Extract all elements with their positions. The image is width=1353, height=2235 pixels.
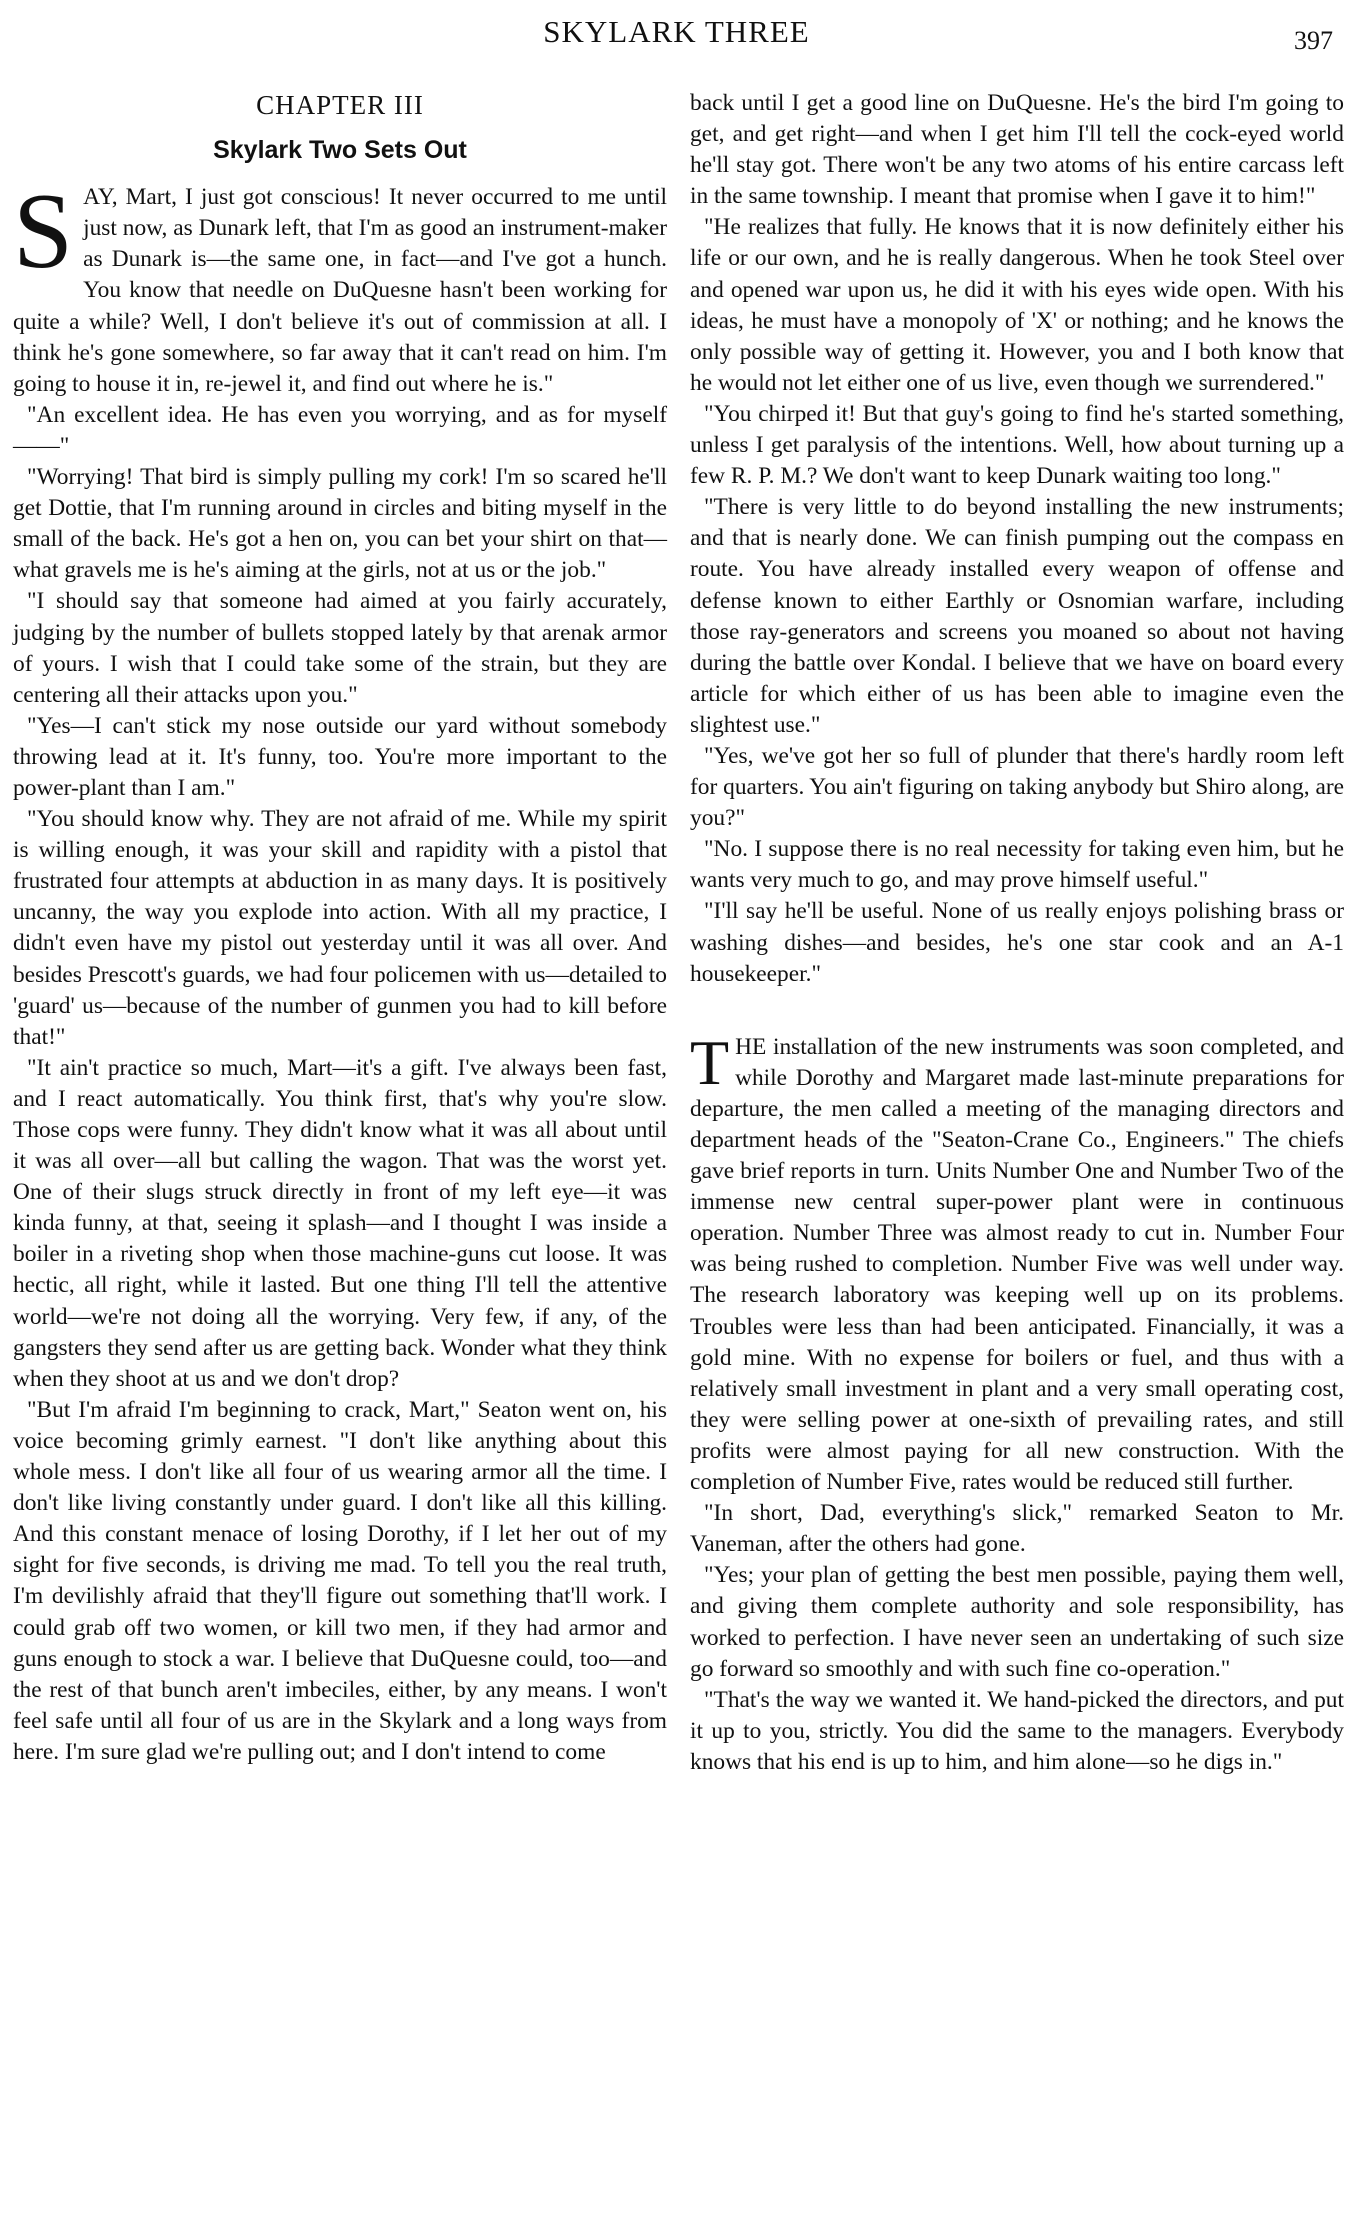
paragraph: "It ain't practice so much, Mart—it's a gift. I've always been fast, and I react automatically. You think first, that's why you're slow. Those cops were funny. They didn't know what it was all about until it was all over—all but calling the wagon. That was the worst yet. One of their slugs struck directly in front of my left eye—it was kinda funny, at that, seeing it splash—and I thought I was inside a boiler in a riveting shop when those machine-guns cut loose. It was hectic, all right, while it lasted. But one thing I'll tell the attentive world—we're not doing all the worrying. Very few, if any, of the gangsters they send after us are getting back. Wonder what they think when they shoot at us and we don't drop? [13,1054,667,1392]
paragraph: "But I'm afraid I'm beginning to crack, Mart," Seaton went on, his voice becoming grimly earnest. "I don't like anything about this whole mess. I don't like all four of us wearing armor all the time. I don't like living constantly under guard. I don't like all this killing. And this constant menace of losing Dorothy, if I let her out of my sight for five seconds, is driving me mad. To tell you the real truth, I'm devilishly afraid that they'll figure out something that'll work. I could grab off two women, or kill two men, if they had armor and guns enough to stock a war. I believe that DuQuesne could, too—and the rest of that bunch aren't imbeciles, either, by any means. I won't feel safe until all four of us are in the Skylark and a long ways from here. I'm sure glad we're pulling out; and I don't intend to come [13,1396,667,1765]
paragraph: SAY, Mart, I just got conscious! It never occurred to me until just now, as Dunark left, that I'm as good an instrument-maker as Dunark is—the same one, in fact—and I've got a hunch. You know that needle on DuQuesne hasn't been working for quite a while? Well, I don't believe it's out of commission at all. I think he's gone somewhere, so far away that it can't read on him. I'm going to house it in, re-jewel it, and find out where he is." [13,172,667,397]
paragraph: "I'll say he'll be useful. None of us really enjoys polishing brass or washing dishes—and besides, he's one star cook and an A-1 housekeeper." [690,898,1344,987]
page-number: 397 [1294,26,1333,55]
chapter-subtitle: Skylark Two Sets Out [213,136,467,165]
left-column [13,86,667,1768]
paragraph: THE installation of the new instruments was soon completed, and while Dorothy and Margaret made last-minute preparations for departure, the men called a meeting of the managing directors and department heads of the "Seaton-Crane Co., Engineers." The chiefs gave brief reports in turn. Units Number One and Number Two of the immense new central super-power plant were in continuous operation. Number Three was almost ready to cut in. Number Four was being rushed to completion. Number Five was well under way. The research laboratory was keeping well up on its problems. Troubles were less than had been anticipated. Financially, it was a gold mine. With no expense for boilers or fuel, and thus with a relatively small investment in plant and a very small operating cost, they were selling power at one-sixth of prevailing rates, and still profits were almost paying for all new construction. With the completion of Number Five, rates would be reduced still further. [690,1026,1344,1496]
chapter-heading: CHAPTER III [256,90,424,120]
paragraph: "Yes, we've got her so full of plunder that there's hardly room left for quarters. You ain't figuring on taking anybody but Shiro along, are you?" [690,742,1344,832]
paragraph: "Yes; your plan of getting the best men possible, paying them well, and giving them complete authority and sole responsibility, has worked to perfection. I have never seen an undertaking of such size go forward so smoothly and with such fine co-operation." [690,1562,1344,1682]
paragraph: "He realizes that fully. He knows that it is now definitely either his life or our own, and he is really dangerous. When he took Steel over and opened war upon us, he did it with his eyes wide open. With his ideas, he must have a monopoly of 'X' or nothing; and he knows the only possible way of getting it. However, you and I both know that he would not let either one of us live, even though we surrendered." [690,214,1344,396]
section-break [690,990,1344,1032]
running-title: SKYLARK THREE [543,14,810,49]
right-column [690,88,1344,1778]
paragraph: "No. I suppose there is no real necessity for taking even him, but he wants very much to go, and may prove himself useful." [690,836,1344,894]
running-head [0,14,1353,54]
drop-cap: S [13,172,74,292]
paragraph: "There is very little to do beyond installing the new instruments; and that is nearly done. We can finish pumping out the compass en route. You have already installed every weapon of offense and defense known to either Earthly or Osnomian warfare, including those ray-generators and screens you moaned so about not having during the battle over Kondal. I believe that we have on board every article for which either of us has been able to imagine even the slightest use." [690,494,1344,738]
paragraph: "That's the way we wanted it. We hand-picked the directors, and put it up to you, strictly. You did the same to the managers. Everybody knows that his end is up to him, and him alone—so he digs in." [690,1686,1344,1775]
paragraph: "Yes—I can't stick my nose outside our yard without somebody throwing lead at it. It's funny, too. You're more important to the power-plant than I am." [13,712,667,801]
paragraph: "Worrying! That bird is simply pulling my cork! I'm so scared he'll get Dottie, that I'm running around in circles and biting myself in the small of the back. He's got a hen on, you can bet your shirt on that—what gravels me is he's aiming at the girls, not at us or the job." [13,464,667,584]
paragraph: "I should say that someone had aimed at you fairly accurately, judging by the number of bullets stopped lately by that arenak armor of yours. I wish that I could take some of the strain, but they are centering all their attacks upon you." [13,588,667,708]
paragraph: "An excellent idea. He has even you worrying, and as for myself——" [13,401,667,459]
paragraph: "In short, Dad, everything's slick," remarked Seaton to Mr. Vaneman, after the others had gone. [690,1500,1344,1558]
paragraph: "You should know why. They are not afraid of me. While my spirit is willing enough, it was your skill and rapidity with a pistol that frustrated four attempts at abduction in as many days. It is positively uncanny, the way you explode into action. With all my practice, I didn't even have my pistol out yesterday until it was all over. And besides Prescott's guards, we had four policemen with us—detailed to 'guard' us—because of the number of gunmen you had to kill before that!" [13,806,667,1050]
paragraph: back until I get a good line on DuQuesne. He's the bird I'm going to get, and get right—and when I get him I'll tell the cock-eyed world he'll stay got. There won't be any two atoms of his entire carcass left in the same township. I meant that promise when I gave it to him!" [690,90,1344,210]
paragraph: "You chirped it! But that guy's going to find he's started something, unless I get paralysis of the intentions. Well, how about turning up a few R. P. M.? We don't want to keep Dunark waiting too long." [690,400,1344,490]
drop-cap: T [690,1026,730,1098]
